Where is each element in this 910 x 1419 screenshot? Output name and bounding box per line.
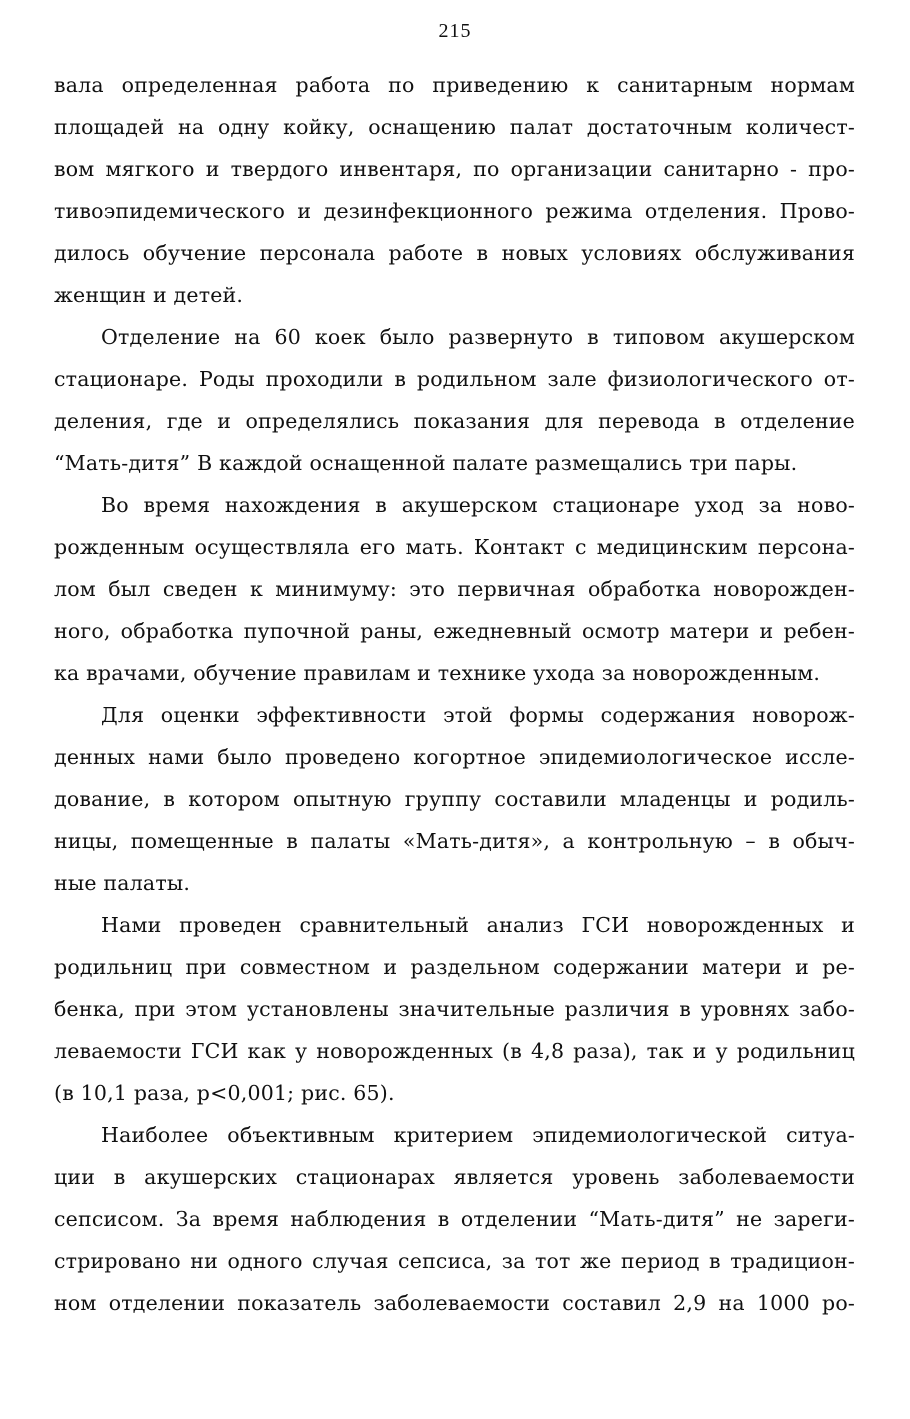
text-line: сепсисом. За время наблюдения в отделении “Мать-дитя” не зареги- [54,1207,855,1231]
text-line: Наиболее объективным критерием эпидемиологической ситуа- [101,1123,855,1147]
text-line: ницы, помещенные в палаты «Мать-дитя», а контрольную – в обыч- [54,829,855,853]
paragraph [54,694,855,904]
paragraph [54,64,855,316]
text-line: ка врачами, обучение правилам и технике ухода за новорожденным. [54,661,821,685]
text-line: стрировано ни одного случая сепсиса, за тот же период в традицион- [54,1249,855,1273]
page-number: 215 [438,20,472,42]
text-line: вала определенная работа по приведению к санитарным нормам [54,73,855,97]
paragraph [54,316,855,484]
text-line: рожденным осуществляла его мать. Контакт с медицинским персона- [54,535,855,559]
text-line: деления, где и определялись показания для перевода в отделение [54,409,855,433]
text-line: Во время нахождения в акушерском стационаре уход за ново- [101,493,855,517]
text-line: вом мягкого и твердого инвентаря, по организации санитарно - про- [54,157,855,181]
text-line: денных нами было проведено когортное эпидемиологическое иссле- [54,745,855,769]
text-line: леваемости ГСИ как у новорожденных (в 4,8 раза), так и у родильниц [54,1039,855,1063]
text-line: ные палаты. [54,871,191,895]
text-line: бенка, при этом установлены значительные различия в уровнях забо- [54,997,855,1021]
text-line: стационаре. Роды проходили в родильном зале физиологического от- [54,367,855,391]
text-line: родильниц при совместном и раздельном содержании матери и ре- [54,955,855,979]
text-line: ции в акушерских стационарах является уровень заболеваемости [54,1165,855,1189]
paragraph [54,904,855,1114]
text-line: площадей на одну койку, оснащению палат достаточным количест- [54,115,855,139]
paragraph [54,484,855,694]
text-line: Для оценки эффективности этой формы содержания новорож- [101,703,855,727]
text-line: дилось обучение персонала работе в новых условиях обслуживания [54,241,855,265]
text-line: ном отделении показатель заболеваемости составил 2,9 на 1000 ро- [54,1291,855,1315]
body-text [54,64,855,1324]
text-line: ного, обработка пупочной раны, ежедневный осмотр матери и ребен- [54,619,855,643]
text-line: “Мать-дитя” В каждой оснащенной палате размещались три пары. [54,451,798,475]
text-line: женщин и детей. [54,283,244,307]
text-line: дование, в котором опытную группу составили младенцы и родиль- [54,787,855,811]
text-line: Отделение на 60 коек было развернуто в типовом акушерском [101,325,855,349]
text-line: (в 10,1 раза, p<0,001; рис. 65). [54,1081,395,1105]
text-line: тивоэпидемического и дезинфекционного режима отделения. Прово- [54,199,855,223]
paragraph [54,1114,855,1324]
text-line: лом был сведен к минимуму: это первичная обработка новорожден- [54,577,855,601]
text-line: Нами проведен сравнительный анализ ГСИ новорожденных и [101,913,855,937]
